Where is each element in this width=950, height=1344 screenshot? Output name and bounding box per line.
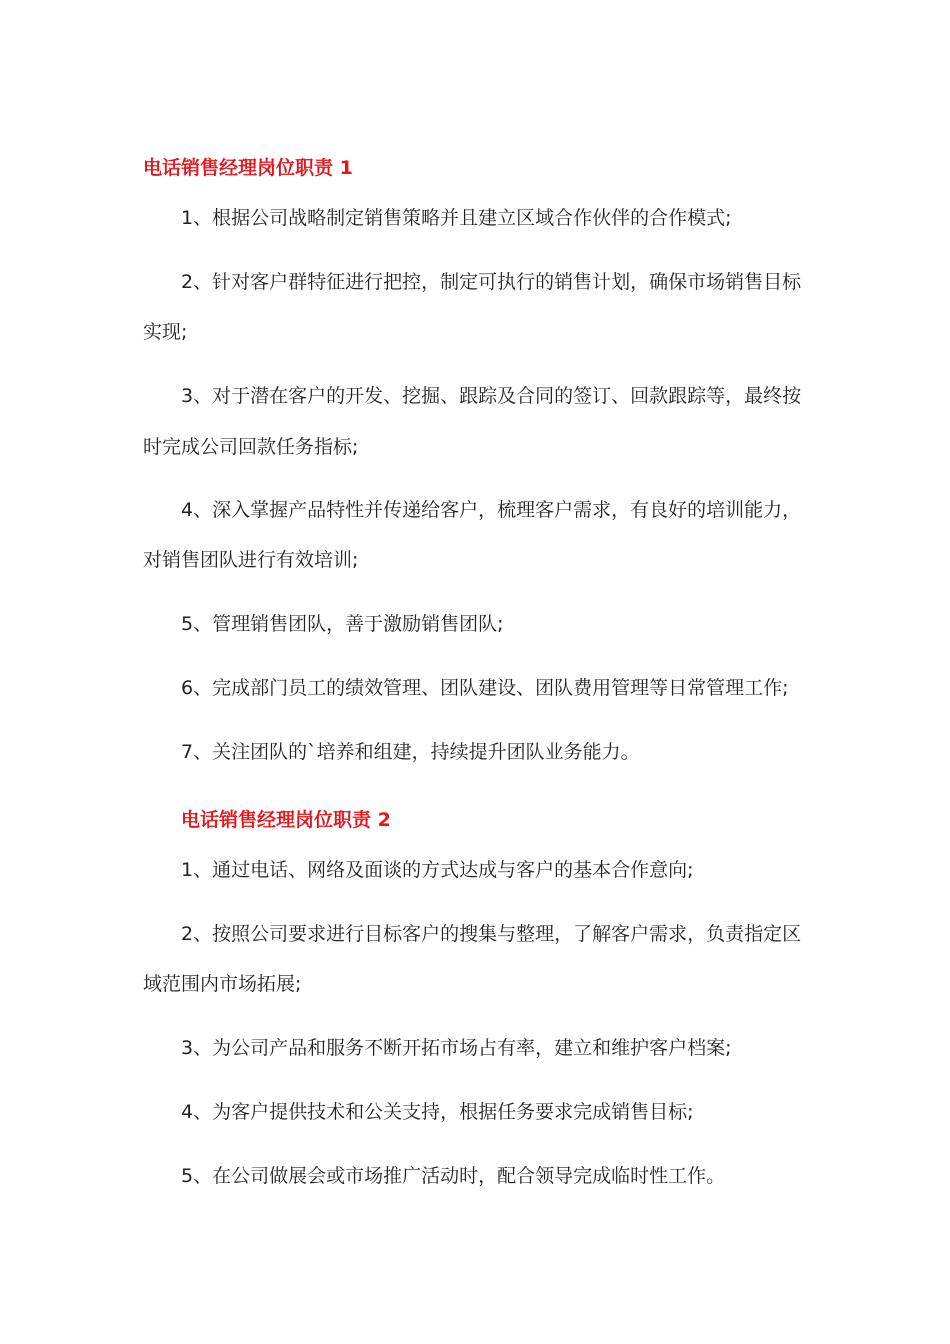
section1-item-2-line2: 实现; — [143, 321, 188, 343]
section1-item-5: 5、管理销售团队，善于激励销售团队; — [181, 613, 504, 635]
section1-item-2-line1: 2、针对客户群特征进行把控，制定可执行的销售计划，确保市场销售目标 — [181, 271, 802, 293]
section2-item-3: 3、为公司产品和服务不断开拓市场占有率，建立和维护客户档案; — [181, 1037, 732, 1059]
section2-item-1: 1、通过电话、网络及面谈的方式达成与客户的基本合作意向; — [181, 859, 694, 881]
section2-item-2-line2: 域范围内市场拓展; — [143, 973, 302, 995]
section2-item-2-line1: 2、按照公司要求进行目标客户的搜集与整理，了解客户需求，负责指定区 — [181, 923, 802, 945]
section2-heading: 电话销售经理岗位职责 2 — [181, 809, 391, 831]
section1-item-6: 6、完成部门员工的绩效管理、团队建设、团队费用管理等日常管理工作; — [181, 677, 789, 699]
section1-item-1: 1、根据公司战略制定销售策略并且建立区域合作伙伴的合作模式; — [181, 207, 732, 229]
section1-item-3-line1: 3、对于潜在客户的开发、挖掘、跟踪及合同的签订、回款跟踪等，最终按 — [181, 385, 802, 407]
section1-item-4-line2: 对销售团队进行有效培训; — [143, 549, 359, 571]
section1-item-4-line1: 4、深入掌握产品特性并传递给客户，梳理客户需求，有良好的培训能力， — [181, 499, 802, 521]
section2-item-5: 5、在公司做展会或市场推广活动时，配合领导完成临时性工作。 — [181, 1165, 726, 1187]
section2-item-4: 4、为客户提供技术和公关支持，根据任务要求完成销售目标; — [181, 1101, 694, 1123]
section1-item-3-line2: 时完成公司回款任务指标; — [143, 436, 359, 458]
section1-heading: 电话销售经理岗位职责 1 — [143, 157, 353, 179]
section1-item-7: 7、关注团队的`培养和组建，持续提升团队业务能力。 — [181, 741, 640, 763]
